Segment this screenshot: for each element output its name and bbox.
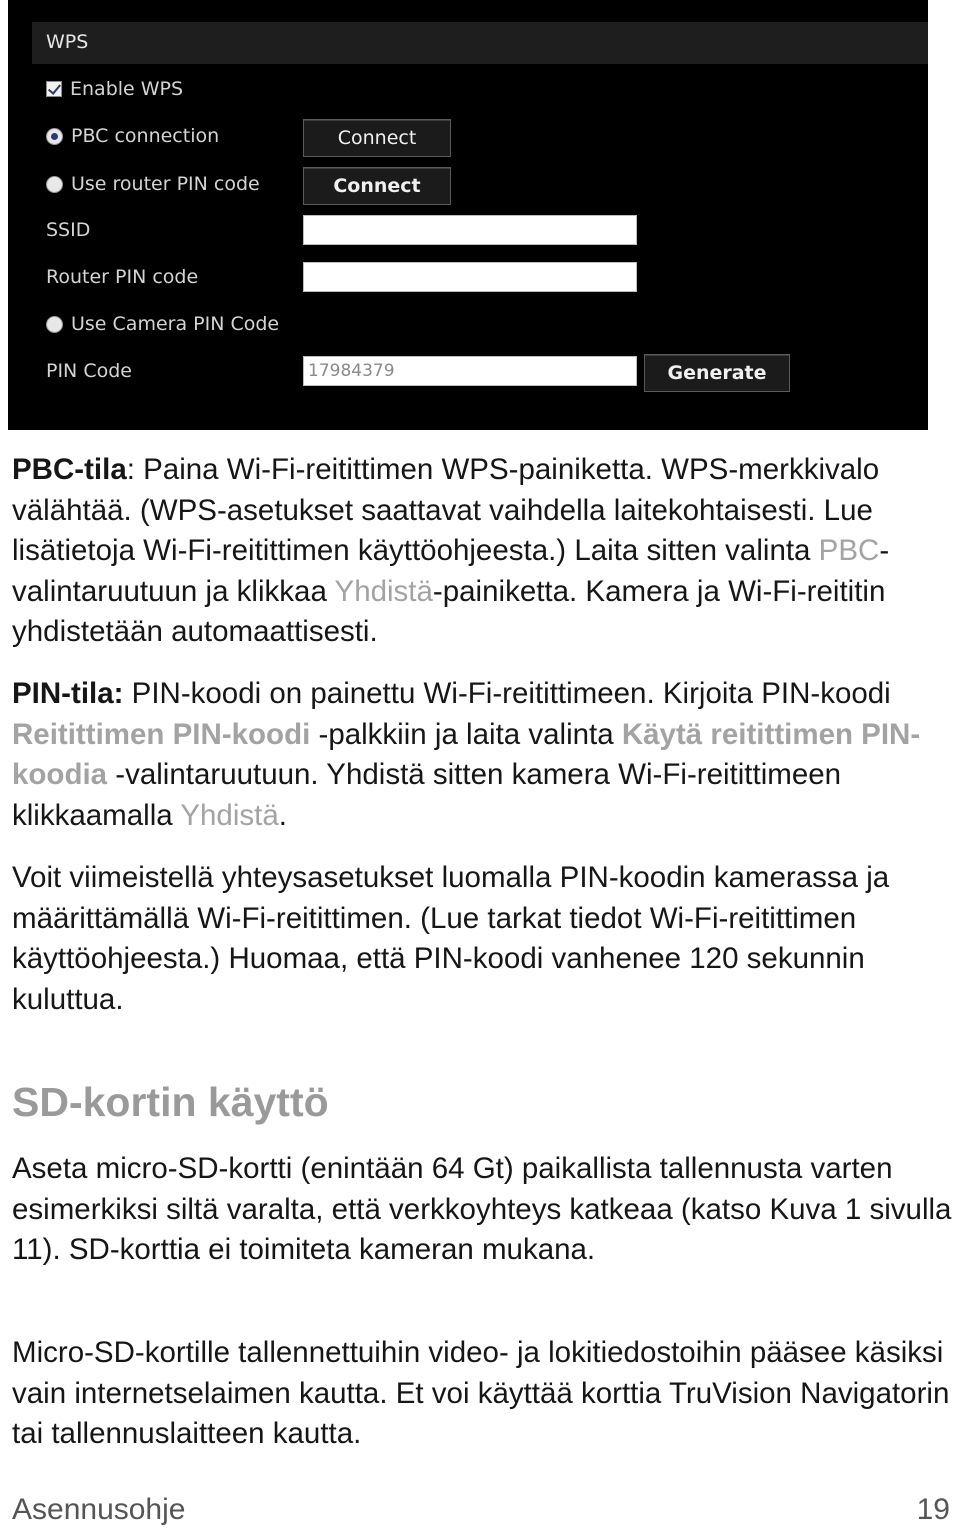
router-pin-reference: Reitittimen PIN-koodi — [12, 717, 311, 751]
footer-page-number: 19 — [916, 1493, 950, 1526]
pin-code-field: 17984379 — [303, 356, 637, 386]
pin-mode-paragraph — [12, 674, 952, 836]
pin-code-row — [46, 360, 132, 382]
router-pin-code-row — [46, 266, 198, 288]
enable-wps-row[interactable] — [46, 78, 183, 100]
pin-mode-text-1: PIN-koodi on painettu Wi-Fi-reitittimeen. Kirjoita PIN-koodi — [123, 677, 891, 710]
sd-card-heading: SD-kortin käyttö — [12, 1079, 329, 1125]
generate-button[interactable]: Generate — [644, 354, 790, 392]
pbc-mode-term: PBC-tila — [12, 453, 127, 486]
router-pin-connect-button[interactable]: Connect — [303, 167, 451, 205]
wps-header-bar — [32, 22, 928, 64]
use-router-pin-reference: Käytä reitittimen PIN-koodia — [12, 717, 921, 792]
pin-mode-text-2: -palkkiin ja laita valinta — [310, 717, 622, 751]
pin-code-label: PIN Code — [46, 360, 132, 382]
pbc-mode-text-3: -painiketta. Kamera ja Wi-Fi-reititin yhdistetään automaattisesti. — [12, 574, 886, 649]
yhdista-reference-2: Yhdistä — [180, 798, 279, 832]
pbc-connection-label: PBC connection — [71, 125, 220, 147]
pbc-mode-paragraph — [12, 450, 952, 653]
ssid-input[interactable] — [303, 215, 637, 245]
camera-pin-row[interactable] — [46, 313, 279, 335]
camera-pin-paragraph: Voit viimeistellä yhteysasetukset luomalla PIN-koodin kamerassa ja määrittämällä Wi-Fi-reitittimen. (Lue tarkat tiedot Wi-Fi-reitittimen käyttöohjeesta.) Huomaa, että PIN-koodi vanhenee 120 sekunnin kuluttua. — [12, 861, 890, 1016]
pbc-connection-radio[interactable] — [46, 128, 63, 145]
section-heading — [12, 1078, 952, 1126]
yhdista-reference-1: Yhdistä — [334, 574, 433, 608]
camera-pin-label: Use Camera PIN Code — [71, 313, 280, 335]
router-pin-row[interactable] — [46, 173, 260, 195]
pin-mode-text-4: . — [278, 798, 287, 832]
pbc-connection-row[interactable] — [46, 125, 219, 147]
router-pin-radio[interactable] — [46, 176, 63, 193]
footer-doc-title: Asennusohje — [12, 1493, 186, 1526]
sd-card-paragraph-2: Micro-SD-kortille tallennettuihin video- ja lokitiedostoihin pääsee käsiksi vain internetselaimen kautta. Et voi käyttää korttia TruVision Navigatorin tai tallennuslaitteen kautta. — [12, 1336, 950, 1451]
pin-mode-term: PIN-tila: — [12, 677, 124, 710]
pbc-reference: PBC — [818, 534, 880, 568]
enable-wps-checkbox[interactable] — [46, 81, 62, 97]
pbc-mode-text-1: : Paina Wi-Fi-reitittimen WPS-painiketta. WPS-merkkivalo välähtää. (WPS-asetukset saattavat vaihdella laitekohtaisesti. Lue lisätietoja Wi-Fi-reitittimen käyttöohjeesta.) Laita sitten valinta — [12, 453, 880, 568]
ssid-row — [46, 219, 90, 241]
wps-settings-panel — [8, 0, 928, 430]
sd-card-paragraph-1: Aseta micro-SD-kortti (enintään 64 Gt) paikallista tallennusta varten esimerkiksi siltä varalta, että verkkoyhteys katkeaa (katso Kuva 1 sivulla 11). SD-korttia ei toimiteta kameran mukana. — [12, 1152, 952, 1267]
pbc-mode-text-2: -valintaruutuun ja klikkaa — [12, 534, 890, 608]
wps-title: WPS — [46, 31, 89, 53]
pbc-connect-button[interactable]: Connect — [303, 119, 451, 157]
ssid-label: SSID — [46, 219, 91, 241]
enable-wps-label: Enable WPS — [70, 78, 184, 100]
router-pin-label: Use router PIN code — [71, 173, 260, 195]
pin-mode-text-3: -valintaruutuun. Yhdistä sitten kamera Wi-Fi-reitittimeen klikkaamalla — [12, 758, 842, 832]
camera-pin-radio[interactable] — [46, 316, 63, 333]
router-pin-code-input[interactable] — [303, 262, 637, 292]
router-pin-code-label: Router PIN code — [46, 266, 199, 288]
